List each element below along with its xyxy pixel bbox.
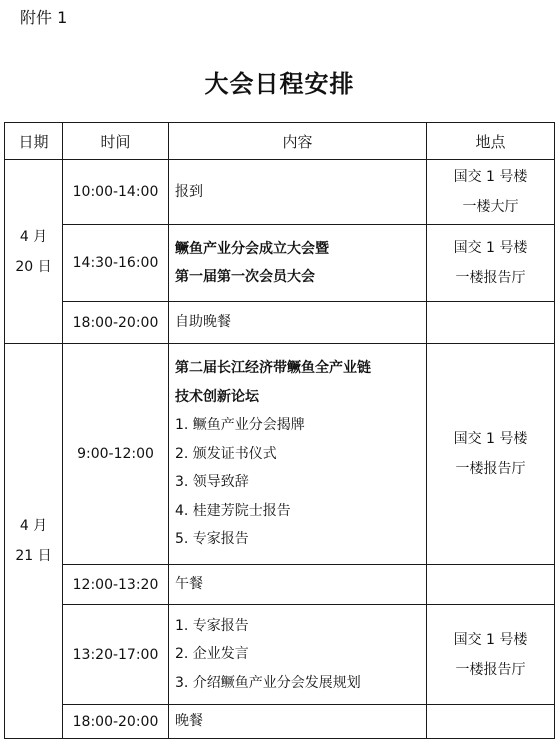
place-room: 一楼报告厅 [455, 270, 526, 286]
session-title: 第二届长江经济带鳜鱼全产业链 [175, 360, 371, 377]
place-building: 国交 1 号楼 [453, 631, 528, 648]
place-cell [427, 225, 555, 302]
content-cell [169, 705, 427, 739]
place-building: 国交 1 号楼 [453, 431, 528, 447]
header-date: 日期 [5, 123, 63, 160]
table-header-row [5, 123, 555, 160]
table-row [5, 705, 555, 739]
content-cell [169, 565, 427, 605]
document-title: 大会日程安排 [204, 70, 355, 98]
agenda-item: 2. 企业发言 [175, 646, 249, 663]
table-row [5, 160, 555, 225]
agenda-item: 1. 专家报告 [175, 617, 249, 634]
content-item: 报到 [175, 183, 203, 200]
place-cell [427, 344, 555, 565]
place-room: 一楼报告厅 [455, 661, 526, 678]
header-time: 时间 [63, 123, 169, 160]
place-cell-empty [427, 302, 555, 344]
table-row [5, 225, 555, 302]
date-month: 4 月 [19, 228, 48, 245]
schedule-table [4, 122, 555, 739]
content-item: 午餐 [175, 576, 203, 593]
date-day: 21 日 [15, 548, 52, 564]
place-room: 一楼大厅 [462, 199, 519, 215]
agenda-item: 3. 介绍鳜鱼产业分会发展规划 [175, 674, 361, 691]
agenda-item: 1. 鳜鱼产业分会揭牌 [175, 417, 305, 434]
place-building: 国交 1 号楼 [453, 240, 528, 256]
date-month: 4 月 [19, 518, 48, 534]
time-cell: 18:00-20:00 [63, 302, 169, 344]
time-cell: 12:00-13:20 [63, 565, 169, 605]
agenda-item: 4. 桂建芳院士报告 [175, 502, 291, 519]
table-row [5, 344, 555, 565]
header-place: 地点 [427, 123, 555, 160]
time-cell: 9:00-12:00 [63, 344, 169, 565]
content-cell [169, 160, 427, 225]
place-cell [427, 605, 555, 705]
date-day: 20 日 [15, 258, 52, 275]
agenda-item: 5. 专家报告 [175, 531, 249, 548]
table-row [5, 302, 555, 344]
content-cell [169, 302, 427, 344]
date-cell-day-1 [5, 160, 63, 344]
content-cell [169, 225, 427, 302]
time-cell: 18:00-20:00 [63, 705, 169, 739]
place-cell [427, 160, 555, 225]
time-cell: 10:00-14:00 [63, 160, 169, 225]
content-cell [169, 605, 427, 705]
attachment-label: 附件 1 [20, 8, 68, 27]
time-cell: 13:20-17:00 [63, 605, 169, 705]
session-title: 技术创新论坛 [175, 388, 259, 405]
content-cell [169, 344, 427, 565]
agenda-item: 3. 领导致辞 [175, 474, 249, 491]
agenda-item: 2. 颁发证书仪式 [175, 445, 277, 462]
session-title: 第一届第一次会员大会 [175, 269, 315, 285]
place-building: 国交 1 号楼 [453, 169, 528, 185]
time-cell: 14:30-16:00 [63, 225, 169, 302]
date-cell-day-2 [5, 344, 63, 739]
header-content: 内容 [169, 123, 427, 160]
place-room: 一楼报告厅 [455, 461, 526, 477]
content-item: 自助晚餐 [175, 314, 231, 331]
place-cell-empty [427, 565, 555, 605]
table-row [5, 565, 555, 605]
table-row [5, 605, 555, 705]
content-item: 晚餐 [175, 713, 203, 730]
place-cell-empty [427, 705, 555, 739]
session-title: 鳜鱼产业分会成立大会暨 [175, 240, 329, 257]
